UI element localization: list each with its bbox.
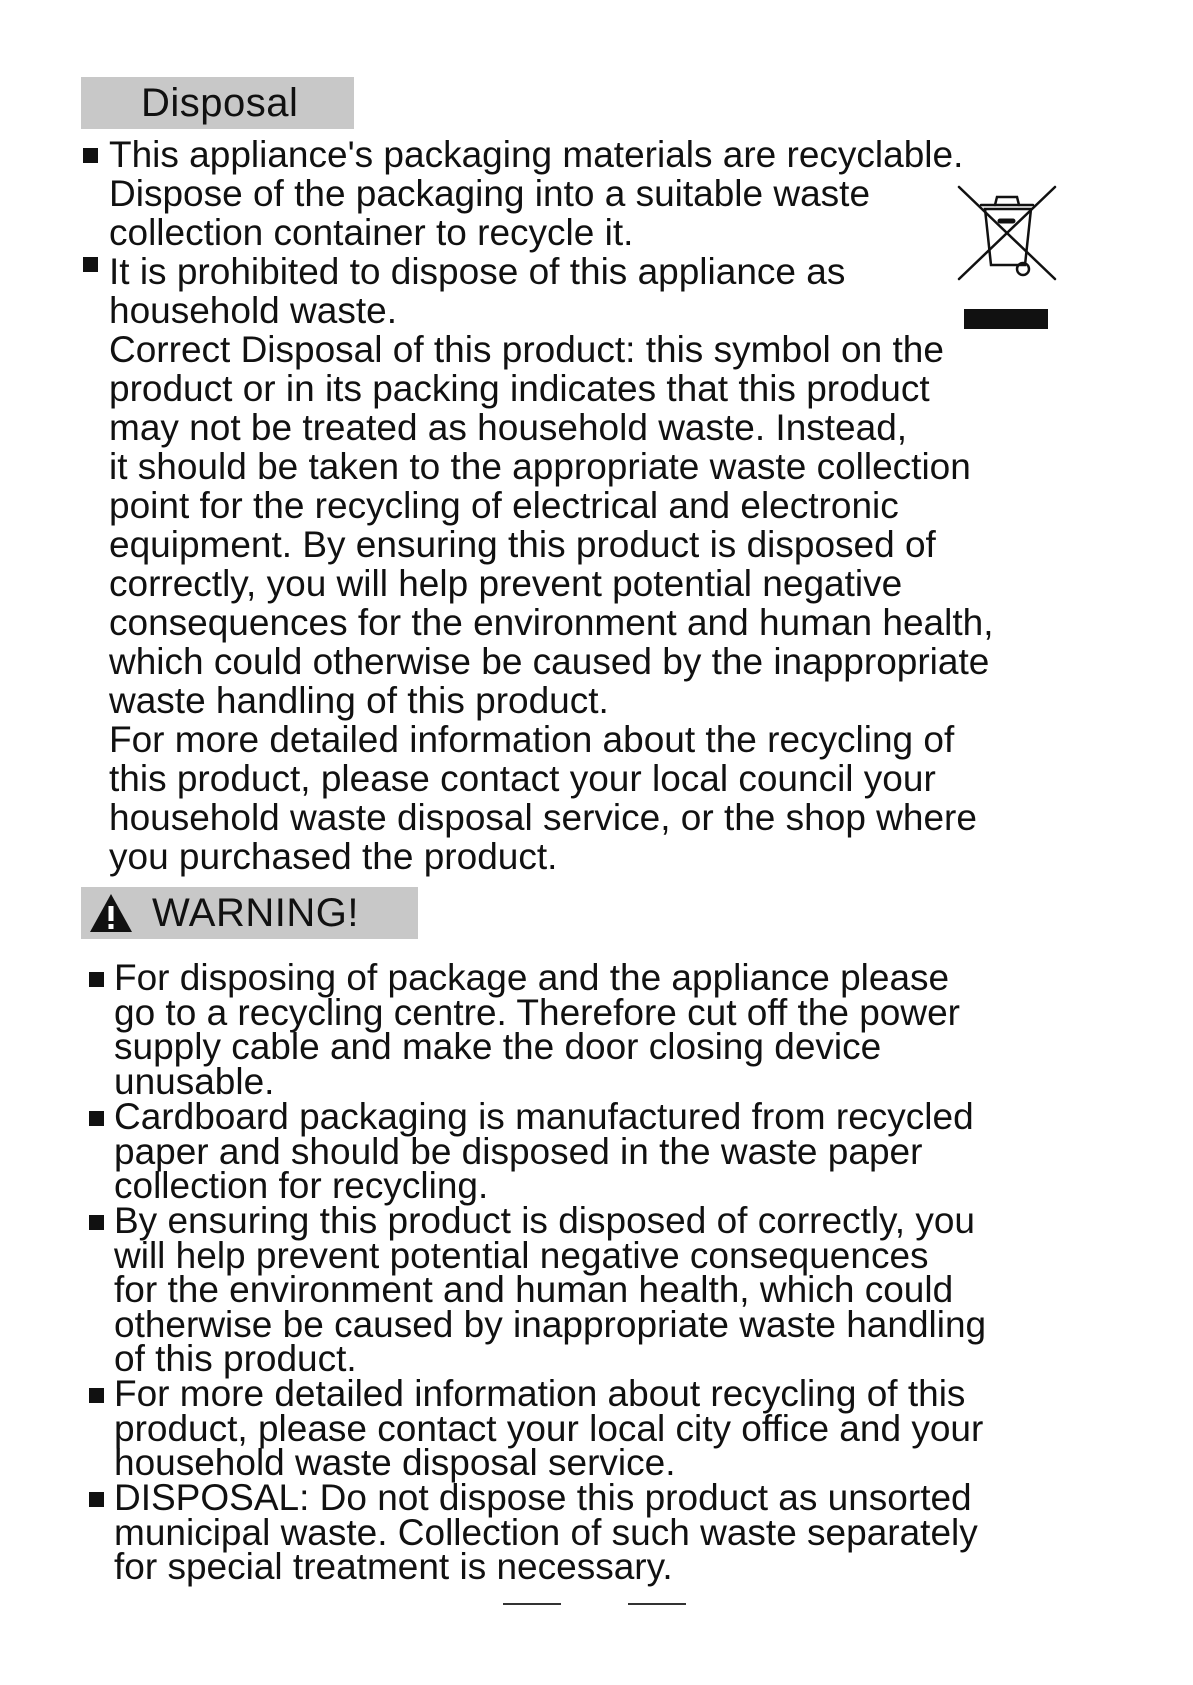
text-line: Correct Disposal of this product: this symbol on the	[109, 329, 944, 370]
warning-header	[81, 887, 418, 939]
weee-bar	[964, 309, 1048, 329]
text-line: for the environment and human health, which could	[114, 1269, 954, 1310]
text-line: this product, please contact your local council your	[109, 758, 936, 799]
text-line: household waste.	[109, 290, 397, 331]
bullet-marker	[89, 972, 104, 987]
text-line: correctly, you will help prevent potential negative	[109, 563, 903, 604]
text-line: Cardboard packaging is manufactured from recycled	[114, 1096, 974, 1137]
warning-item-5	[114, 1477, 1114, 1587]
warning-triangle-icon	[88, 892, 134, 934]
text-line: collection container to recycle it.	[109, 212, 634, 253]
text-line: household waste disposal service, or the shop where	[109, 797, 977, 838]
bullet-marker	[83, 148, 98, 163]
bullet-marker	[83, 257, 98, 272]
text-line: product or in its packing indicates that this product	[109, 368, 930, 409]
bullet-marker	[89, 1492, 104, 1507]
text-line: may not be treated as household waste. Instead,	[109, 407, 908, 448]
disposal-header-text: Disposal	[141, 80, 299, 125]
disposal-paragraph-3	[109, 330, 1109, 876]
text-line: you purchased the product.	[109, 836, 558, 877]
text-line: supply cable and make the door closing device	[114, 1026, 882, 1067]
text-line: municipal waste. Collection of such waste separately	[114, 1511, 978, 1553]
bullet-marker	[89, 1111, 104, 1126]
text-line: otherwise be caused by inappropriate waste handling	[114, 1303, 987, 1345]
text-line: Dispose of the packaging into a suitable waste	[109, 173, 871, 214]
warning-header-text: WARNING!	[152, 890, 359, 935]
warning-item-4	[114, 1373, 1114, 1483]
text-line: household waste disposal service.	[114, 1442, 676, 1483]
text-line: collection for recycling.	[114, 1165, 489, 1206]
footer-divider-right	[628, 1603, 686, 1605]
text-line: go to a recycling centre. Therefore cut off the power	[114, 991, 960, 1033]
text-line: For disposing of package and the appliance please	[114, 957, 950, 998]
footer-divider-left	[503, 1603, 561, 1605]
text-line: This appliance's packaging materials are recyclable.	[109, 134, 964, 175]
text-line: paper and should be disposed in the waste paper	[114, 1130, 923, 1172]
text-line: For more detailed information about the recycling of	[109, 719, 955, 760]
warning-item-2	[114, 1096, 1114, 1206]
text-line: consequences for the environment and human health,	[109, 602, 994, 643]
text-line: of this product.	[114, 1338, 357, 1379]
text-line: For more detailed information about recycling of this	[114, 1373, 966, 1414]
text-line: product, please contact your local city office and your	[114, 1407, 984, 1449]
text-line: which could otherwise be caused by the inappropriate	[109, 641, 990, 682]
warning-item-3	[114, 1200, 1114, 1379]
text-line: waste handling of this product.	[109, 680, 609, 721]
text-line: will help prevent potential negative consequences	[114, 1234, 929, 1276]
text-line: unusable.	[114, 1060, 275, 1102]
warning-item-1	[114, 957, 1114, 1102]
text-line: DISPOSAL: Do not dispose this product as unsorted	[114, 1477, 972, 1518]
text-line: it should be taken to the appropriate waste collection	[109, 446, 971, 487]
disposal-header	[81, 77, 354, 129]
text-line: By ensuring this product is disposed of correctly, you	[114, 1200, 976, 1241]
bullet-marker	[89, 1388, 104, 1403]
text-line: It is prohibited to dispose of this appliance as	[109, 251, 846, 292]
text-line: point for the recycling of electrical and electronic	[109, 485, 899, 526]
text-line: for special treatment is necessary.	[114, 1546, 673, 1587]
bullet-marker	[89, 1215, 104, 1230]
text-line: equipment. By ensuring this product is disposed of	[109, 524, 936, 565]
crossed-out-wheelie-bin-icon	[955, 185, 1059, 287]
